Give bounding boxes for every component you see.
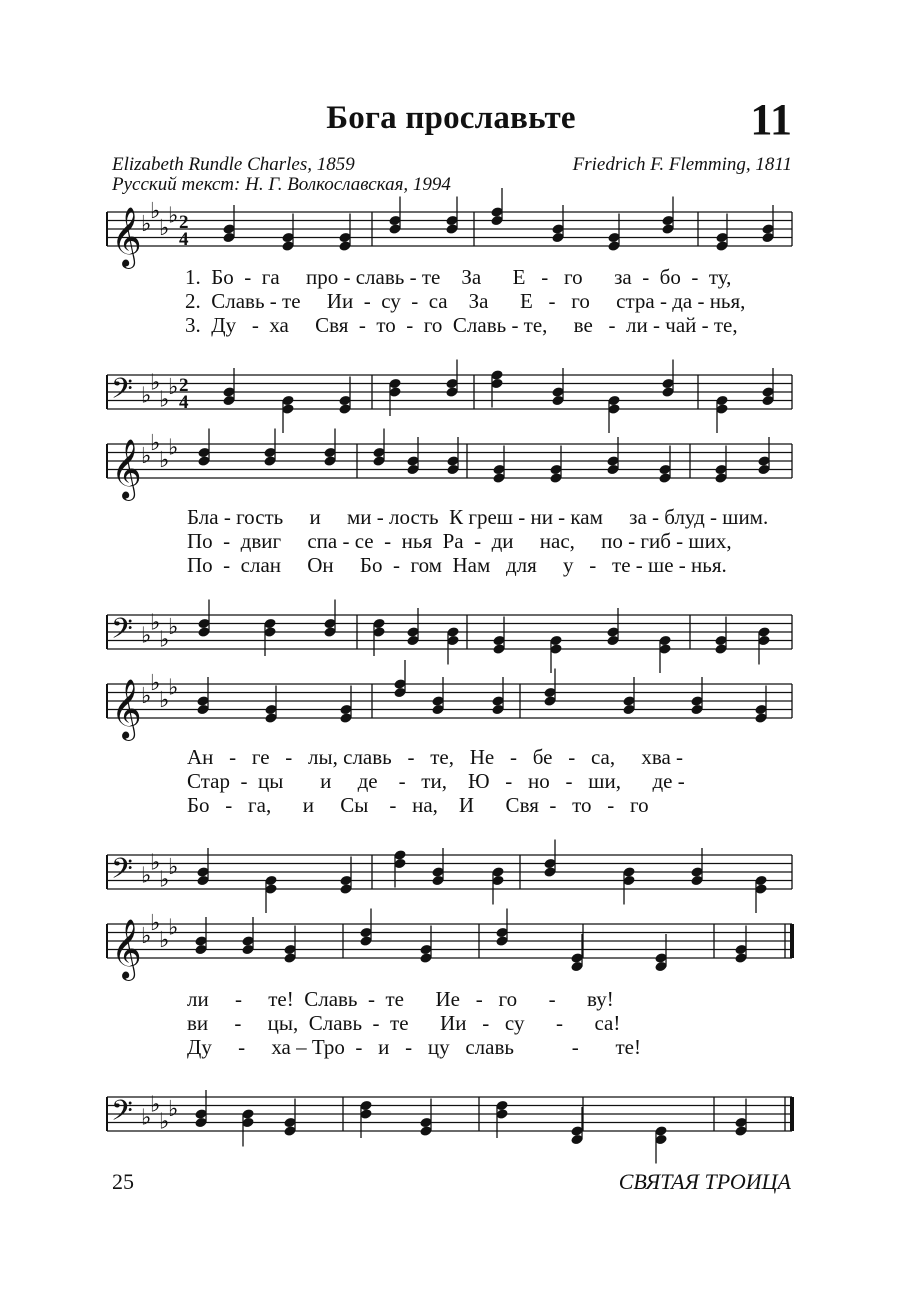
section-title: СВЯТАЯ ТРОИЦА [618, 1169, 791, 1194]
flat-icon: ♭ [150, 370, 161, 396]
flat-icon: ♭ [150, 671, 161, 696]
treble-clef-icon: 𝄞 [111, 207, 142, 267]
bass-staff-4 [0, 1057, 902, 1137]
flat-icon: ♭ [159, 216, 170, 241]
lyric-line: ви - цы, Славь - те Ии - су - са! [187, 1011, 621, 1035]
treble-staff-3 [0, 672, 902, 742]
lyric-line: По - двиг спа - се - нья Ра - ди нас, по - гиб - ших, [187, 529, 732, 553]
hymn-title: Бога прославьте [326, 100, 576, 136]
flat-icon: ♭ [159, 1109, 170, 1135]
treble-clef-icon: 𝄞 [111, 919, 142, 979]
bass-clef-icon: 𝄢 [111, 372, 133, 413]
flat-icon: ♭ [168, 203, 179, 229]
bass-staff-3 [0, 815, 902, 895]
hymn-number: 11 [750, 95, 792, 144]
time-signature: 4 [179, 229, 189, 250]
treble-staff-1 [0, 199, 902, 267]
flat-icon: ♭ [150, 610, 161, 636]
flat-icon: ♭ [168, 374, 179, 400]
flat-icon: ♭ [141, 383, 152, 409]
bass-clef-icon: 𝄢 [111, 612, 133, 653]
lyric-line: 3. Ду - ха Свя - то - го Славь - те, ве - ли - чай - те, [185, 313, 738, 337]
flat-icon: ♭ [141, 683, 152, 709]
flat-icon: ♭ [150, 1092, 161, 1118]
flat-icon: ♭ [159, 448, 170, 473]
flat-icon: ♭ [168, 614, 179, 640]
bass-clef-icon: 𝄢 [111, 1094, 133, 1135]
lyric-line: 1. Бо - га про - славь - те За Е - го за - бо - ту, [185, 265, 732, 289]
flat-icon: ♭ [159, 688, 170, 713]
lyricist-credit: Elizabeth Rundle Charles, 1859 [112, 154, 355, 175]
flat-icon: ♭ [159, 928, 170, 953]
flat-icon: ♭ [150, 850, 161, 876]
lyric-line: Ан - ге - лы, славь - те, Не - бе - са, хва - [187, 745, 684, 769]
time-signature: 4 [179, 392, 189, 413]
flat-icon: ♭ [150, 431, 161, 456]
flat-icon: ♭ [168, 915, 179, 941]
lyric-line: ли - те! Славь - те Ие - го - ву! [187, 987, 614, 1011]
flat-icon: ♭ [159, 627, 170, 653]
treble-clef-icon: 𝄞 [111, 439, 142, 499]
flat-icon: ♭ [141, 863, 152, 889]
lyric-line: По - слан Он Бо - гом Нам для у - те - ше - нья. [187, 553, 727, 577]
flat-icon: ♭ [159, 867, 170, 893]
flat-icon: ♭ [168, 1096, 179, 1122]
flat-icon: ♭ [159, 387, 170, 413]
flat-icon: ♭ [141, 211, 152, 237]
treble-clef-icon: 𝄞 [111, 679, 142, 739]
flat-icon: ♭ [141, 443, 152, 469]
treble-staff-4 [0, 912, 902, 982]
treble-staff-2 [0, 432, 902, 502]
translation-credit: Русский текст: Н. Г. Волкославская, 1994 [112, 174, 451, 195]
time-signature: 2 [179, 375, 189, 396]
flat-icon: ♭ [150, 911, 161, 936]
composer-credit: Friedrich F. Flemming, 1811 [572, 154, 792, 175]
bass-clef-icon: 𝄢 [111, 852, 133, 893]
lyric-line: Ду - ха – Тро - и - цу славь - те! [187, 1035, 641, 1059]
lyric-line: 2. Славь - те Ии - су - са За Е - го стра - да - нья, [185, 289, 746, 313]
lyric-line: Бо - га, и Сы - на, И Свя - то - го [187, 793, 649, 817]
flat-icon: ♭ [168, 435, 179, 461]
time-signature: 2 [179, 212, 189, 233]
lyric-line: Бла - гость и ми - лость К греш - ни - кам за - блуд - шим. [187, 505, 769, 529]
flat-icon: ♭ [141, 623, 152, 649]
bass-staff-2 [0, 575, 902, 655]
flat-icon: ♭ [168, 854, 179, 880]
lyric-line: Стар - цы и де - ти, Ю - но - ши, де - [187, 769, 685, 793]
bass-staff-1 [0, 335, 902, 415]
flat-icon: ♭ [168, 675, 179, 701]
flat-icon: ♭ [141, 1105, 152, 1131]
page-number: 25 [112, 1169, 134, 1194]
flat-icon: ♭ [150, 199, 161, 224]
flat-icon: ♭ [141, 923, 152, 949]
